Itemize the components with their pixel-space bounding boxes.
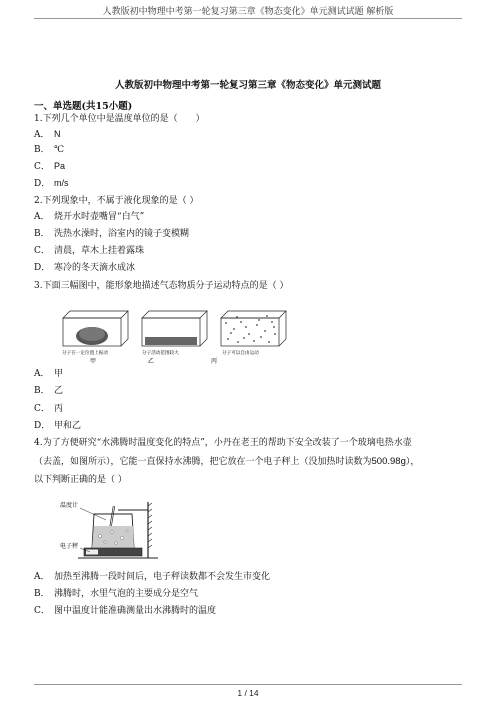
molecule-states-figure: [60, 303, 300, 365]
q3-option-c: C． 丙: [34, 404, 64, 414]
q3-stem: 3.下面三幅图中，能形象地描述气态物质分子运动特点的是（ ）: [34, 281, 289, 291]
q1-option-d: D． m/s: [34, 178, 69, 189]
q3-option-a: A． 甲: [34, 369, 64, 379]
q1-stem: 1.下列几个单位中是温度单位的是（ ）: [34, 114, 205, 124]
gas-molecules: [225, 315, 276, 343]
q1-option-b: B． ℃: [34, 145, 65, 155]
thermometer-label: 温度计: [60, 502, 79, 509]
caption-1: 分子在一定位置上振动: [62, 351, 108, 356]
q4-option-a: A． 加热至沸腾一段时间后，电子秤读数都不会发生市变化: [34, 572, 271, 582]
label-yi: 乙: [148, 358, 155, 365]
solid-molecules: [76, 327, 108, 345]
running-header: 人教版初中物理中考第一轮复习第三章《物态变化》单元测试试题 解析版: [102, 7, 394, 17]
q2-option-d: D． 寒冷的冬天滴水成冰: [34, 263, 136, 273]
header-divider: [34, 18, 462, 19]
q2-option-b: B． 洗热水澡时，浴室内的镜子变模糊: [34, 229, 190, 239]
q1-option-a: A． N: [34, 129, 61, 140]
kettle-scale-figure: [60, 496, 180, 566]
q3-option-d: D． 甲和乙: [34, 421, 82, 431]
q1-option-c: C． Pa: [34, 161, 66, 172]
q4-option-c: C． 图中温度计能准确测量出水沸腾时的温度: [34, 606, 217, 616]
footer-divider: [34, 684, 462, 685]
caption-2: 分子活动范围较大: [142, 351, 179, 356]
q2-stem: 2.下列现象中，不属于液化现象的是（ ）: [34, 196, 199, 206]
section-heading: 一、单选题(共15小题): [34, 101, 133, 112]
q4-option-b: B． 沸腾时，水里气泡的主要成分是空气: [34, 589, 199, 599]
page-number: 1 / 14: [237, 688, 259, 698]
q4-stem-line1: 4.为了方便研究“水沸腾时温度变化的特点”，小丹在老王的帮助下安全改装了一个玻璃电热水壶: [34, 438, 412, 448]
document-title: 人教版初中物理中考第一轮复习第三章《物态变化》单元测试题: [114, 80, 381, 91]
q4-stem-line3: 以下判断正确的是（ ）: [34, 475, 127, 485]
q2-option-c: C． 清晨，草木上挂着露珠: [34, 246, 145, 256]
q3-option-b: B． 乙: [34, 386, 64, 396]
caption-3: 分子可以自由运动: [222, 351, 259, 356]
liquid-molecules: [145, 337, 197, 345]
q2-option-a: A． 烧开水时壶嘴冒“白气”: [34, 212, 145, 222]
scale-label: 电子秤: [60, 543, 79, 550]
q4-stem-line2: （去盖，如图所示），它能一直保持水沸腾，把它放在一个电子秤上（没加热时读数为500.98g），: [34, 456, 420, 467]
label-jia: 甲: [90, 358, 97, 365]
label-bing: 丙: [211, 358, 218, 365]
